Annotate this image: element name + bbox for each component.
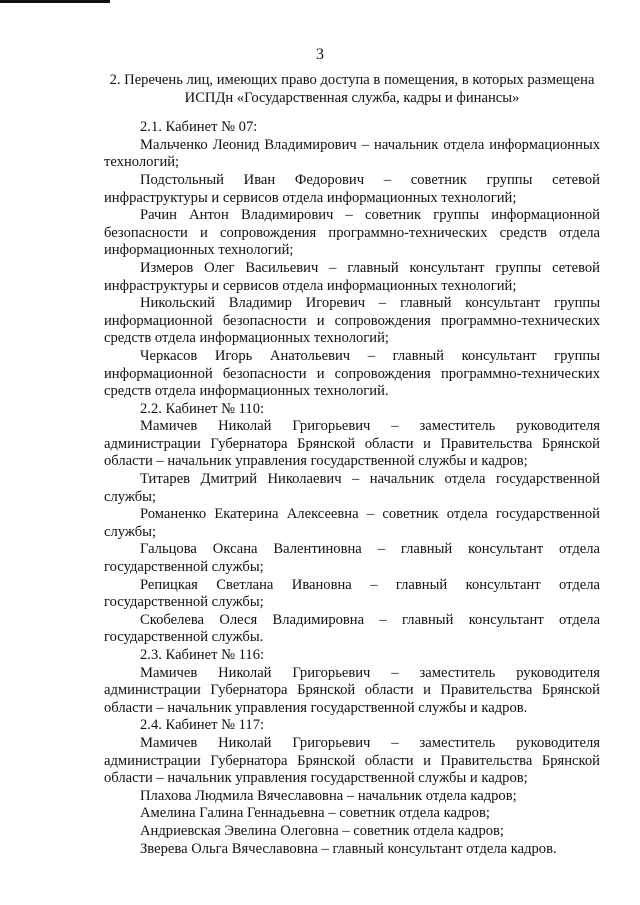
person-entry: Репицкая Светлана Ивановна – главный консультант отдела государственной службы; <box>104 576 600 611</box>
person-entry: Мамичев Николай Григорьевич – заместитель руководителя администрации Губернатора Брянской области и Правительства Брянской области – начальник управления государственной службы и кадров. <box>104 664 600 716</box>
person-entry: Скобелева Олеся Владимировна – главный консультант отдела государственной службы. <box>104 611 600 646</box>
person-entry: Черкасов Игорь Анатольевич – главный консультант группы информационной безопасности и сопровождения программно-технических средств отдела информационных технологий. <box>104 347 600 400</box>
person-entry: Зверева Ольга Вячеславовна – главный консультант отдела кадров. <box>140 840 557 857</box>
section-title-line-2: ИСПДн «Государственная служба, кадры и финансы» <box>184 89 520 106</box>
person-entry: Плахова Людмила Вячеславовна – начальник отдела кадров; <box>140 787 517 804</box>
room-heading: 2.2. Кабинет № 110: <box>140 400 265 417</box>
person-entry: Мальченко Леонид Владимирович – начальник отдела информационных технологий; <box>104 136 600 171</box>
person-entry: Мамичев Николай Григорьевич – заместитель руководителя администрации Губернатора Брянской области и Правительства Брянской области – начальник управления государственной службы и кадров; <box>104 734 600 787</box>
room-heading: 2.1. Кабинет № 07: <box>140 119 258 136</box>
page-number: 3 <box>316 46 324 63</box>
person-entry: Гальцова Оксана Валентиновна – главный консультант отдела государственной службы; <box>104 541 600 576</box>
person-entry: Подстольный Иван Федорович – советник группы сетевой инфраструктуры и сервисов отдела информационных технологий; <box>104 171 600 206</box>
person-entry: Романенко Екатерина Алексеевна – советник отдела государственной службы; <box>104 506 600 540</box>
person-entry: Измеров Олег Васильевич – главный консультант группы сетевой инфраструктуры и сервисов отдела информационных технологий; <box>104 259 600 294</box>
room-heading: 2.4. Кабинет № 117: <box>140 717 265 734</box>
document-body <box>104 72 600 858</box>
top-rule <box>0 0 110 3</box>
person-entry: Амелина Галина Геннадьевна – советник отдела кадров; <box>140 805 490 822</box>
person-entry: Рачин Антон Владимирович – советник группы информационной безопасности и сопровождения программно-технических средств отдела информационных технологий; <box>104 207 600 259</box>
room-heading: 2.3. Кабинет № 116: <box>140 647 265 663</box>
person-entry: Никольский Владимир Игоревич – главный консультант группы информационной безопасности и сопровождения программно-технических средств отдела информационных технологий; <box>104 295 600 347</box>
person-entry: Мамичев Николай Григорьевич – заместитель руководителя администрации Губернатора Брянской области и Правительства Брянской области – начальник управления государственной службы и кадров; <box>104 418 600 470</box>
person-entry: Титарев Дмитрий Николаевич – начальник отдела государственной службы; <box>104 471 600 505</box>
person-entry: Андриевская Эвелина Олеговна – советник отдела кадров; <box>140 822 504 839</box>
section-title <box>104 72 600 107</box>
section-title-line-1: 2. Перечень лиц, имеющих право доступа в помещения, в которых размещена <box>109 72 595 88</box>
